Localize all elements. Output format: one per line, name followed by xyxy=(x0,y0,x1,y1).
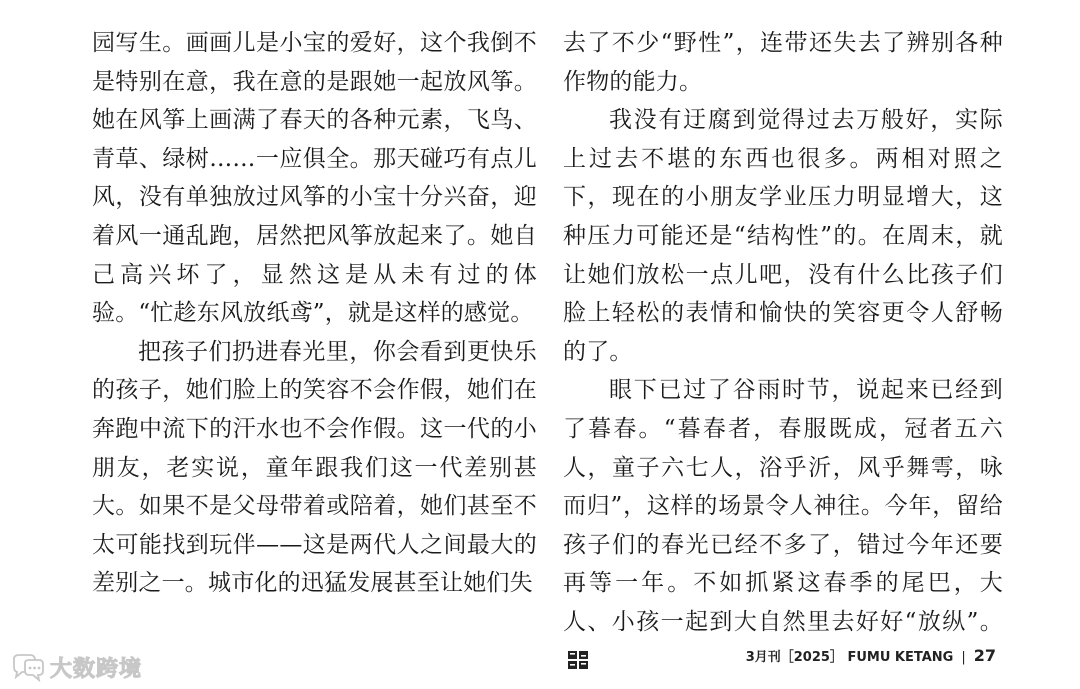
footer-magazine-name: FUMU KETANG xyxy=(847,650,954,665)
watermark xyxy=(10,652,142,683)
left-column xyxy=(92,24,537,603)
left-paragraph-1: 园写生。画画儿是小宝的爱好，这个我倒不是特别在意，我在意的是跟她一起放风筝。她在风筝上画满了春天的各种元素，飞鸟、青草、绿树……一应俱全。那天碰巧有点儿风，没有单独放过风筝的小宝十分兴奋，迎着风一通乱跑，居然把风筝放起来了。她自己高兴坏了，显然这是从未有过的体验。“忙趁东风放纸鸢”，就是这样的感觉。 xyxy=(92,30,537,327)
page-number: 27 xyxy=(973,646,996,665)
footer-separator: | xyxy=(961,650,966,665)
chat-bubble-logo-icon xyxy=(10,653,46,683)
right-paragraph-3-text: 眼下已过了谷雨时节，说起来已经到了暮春。“暮春者，春服既成，冠者五六人，童子六七人，浴乎沂，风乎舞雩，咏而归”，这样的场景令人神往。今年，留给孩子们的春光已经不多了，错过今年还要再等一年。不如抓紧这春季的尾巴，大人、小孩一起到大自然里去好好“放纵”。 xyxy=(563,377,1003,635)
right-paragraph-1: 去了不少“野性”，连带还失去了辨别各种作物的能力。 xyxy=(563,30,1003,95)
footer-issue: 3月刊［2025］ xyxy=(745,650,843,665)
right-paragraph-3 xyxy=(563,371,1003,680)
right-paragraph-2: 我没有迂腐到觉得过去万般好，实际上过去不堪的东西也很多。两相对照之下，现在的小朋友学业压力明显增大，这种压力可能还是“结构性”的。在周末，就让她们放松一点儿吧，没有什么比孩子们脸上轻松的表情和愉快的笑容更令人舒畅的了。 xyxy=(563,107,1003,365)
page-footer xyxy=(746,646,996,665)
watermark-text: 大数跨境 xyxy=(50,657,143,682)
end-of-article-mark-icon xyxy=(567,650,589,670)
right-column xyxy=(563,24,1003,680)
left-paragraph-2: 把孩子们扔进春光里，你会看到更快乐的孩子，她们脸上的笑容不会作假，她们在奔跑中流下的汗水也不会作假。这一代的小朋友，老实说，童年跟我们这一代差别甚大。如果不是父母带着或陪着，她们甚至不太可能找到玩伴——这是两代人之间最大的差别之一。城市化的迅猛发展甚至让她们失 xyxy=(92,338,537,597)
